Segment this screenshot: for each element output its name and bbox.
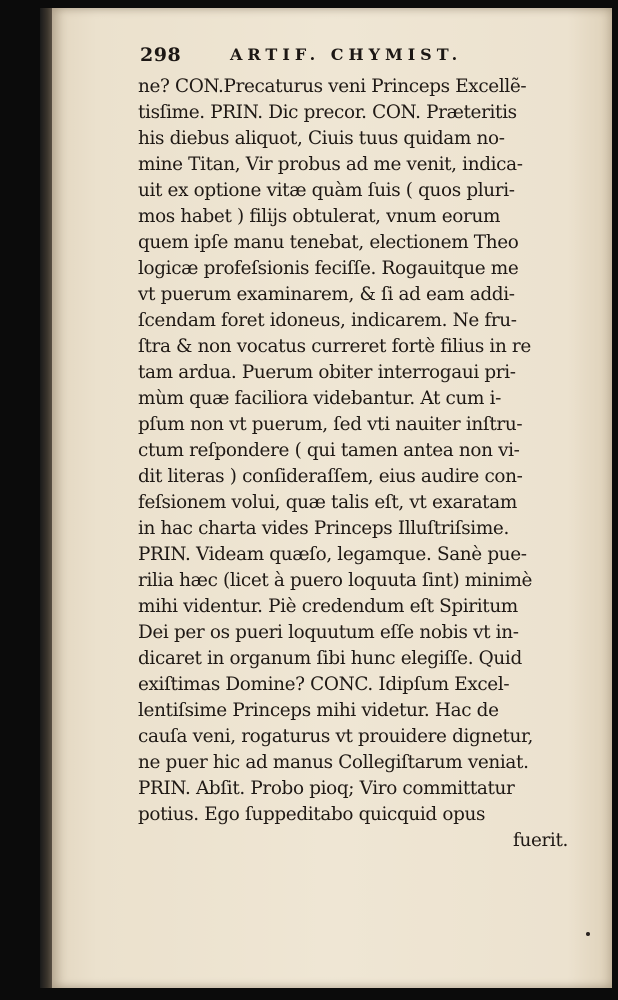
text-line: ne? CON.Precaturus veni Princeps Excellẽ-: [138, 76, 527, 97]
text-line: his diebus aliquot, Ciuis tuus quidam no-: [138, 128, 505, 149]
text-line: mos habet ) filijs obtulerat, vnum eorum: [138, 206, 501, 227]
text-line: dit literas ) conſideraſſem, eius audire con-: [138, 466, 523, 487]
text-line: mihi videntur. Piè credendum eſt Spiritum: [138, 596, 518, 617]
text-line: cauſa veni, rogaturus vt prouidere dignetur,: [138, 726, 533, 747]
text-line: uit ex optione vitæ quàm ſuis ( quos pluri-: [138, 180, 515, 201]
text-line: mine Titan, Vir probus ad me venit, indica-: [138, 154, 523, 175]
text-line: mùm quæ faciliora videbantur. At cum i-: [138, 388, 501, 409]
text-line: vt puerum examinarem, & ſi ad eam addi-: [138, 284, 515, 305]
text-line: rilia hæc (licet à puero loquuta ſint) minimè: [138, 570, 533, 591]
text-line: Dei per os pueri loquutum eſſe nobis vt in-: [138, 622, 519, 643]
text-line: quem ipſe manu tenebat, electionem Theo: [138, 232, 519, 253]
text-line: ctum reſpondere ( qui tamen antea non vi-: [138, 440, 520, 461]
text-line: PRIN. Abſit. Probo pioq; Viro committatur: [138, 778, 515, 799]
text-line: ne puer hic ad manus Collegiſtarum veniat.: [138, 752, 529, 773]
text-line: dicaret in organum ſibi hunc elegiſſe. Quid: [138, 648, 522, 669]
text-line: PRIN. Videam quæſo, legamque. Sanè pue-: [138, 544, 527, 565]
text-line: in hac charta vides Princeps Illuſtriſsime.: [138, 518, 509, 539]
text-line: logicæ profeſsionis feciſſe. Rogauitque me: [138, 258, 519, 279]
page-number: 298: [140, 44, 182, 66]
text-line: tam ardua. Puerum obiter interrogaui pri-: [138, 362, 516, 383]
text-line: ſtra & non vocatus curreret fortè filius in re: [138, 336, 531, 357]
text-line: feſsionem volui, quæ talis eſt, vt exaratam: [138, 492, 517, 513]
text-line: tisſime. PRIN. Dic precor. CON. Præteritis: [138, 102, 517, 123]
book-gutter: [40, 8, 52, 988]
text-line: pſum non vt puerum, ſed vti nauiter inſtru-: [138, 414, 523, 435]
running-head: ARTIF. CHYMIST.: [230, 45, 463, 64]
body-text: [138, 74, 574, 854]
text-line-final: fuerit.: [513, 830, 568, 851]
text-line: potius. Ego ſuppeditabo quicquid opus: [138, 804, 486, 825]
text-line: exiſtimas Domine? CONC. Idipſum Excel-: [138, 674, 510, 695]
ink-speck: [586, 932, 590, 936]
page-header: [140, 44, 540, 70]
text-line: lentiſsime Princeps mihi videtur. Hac de: [138, 700, 499, 721]
text-line: ſcendam foret idoneus, indicarem. Ne fru-: [138, 310, 517, 331]
